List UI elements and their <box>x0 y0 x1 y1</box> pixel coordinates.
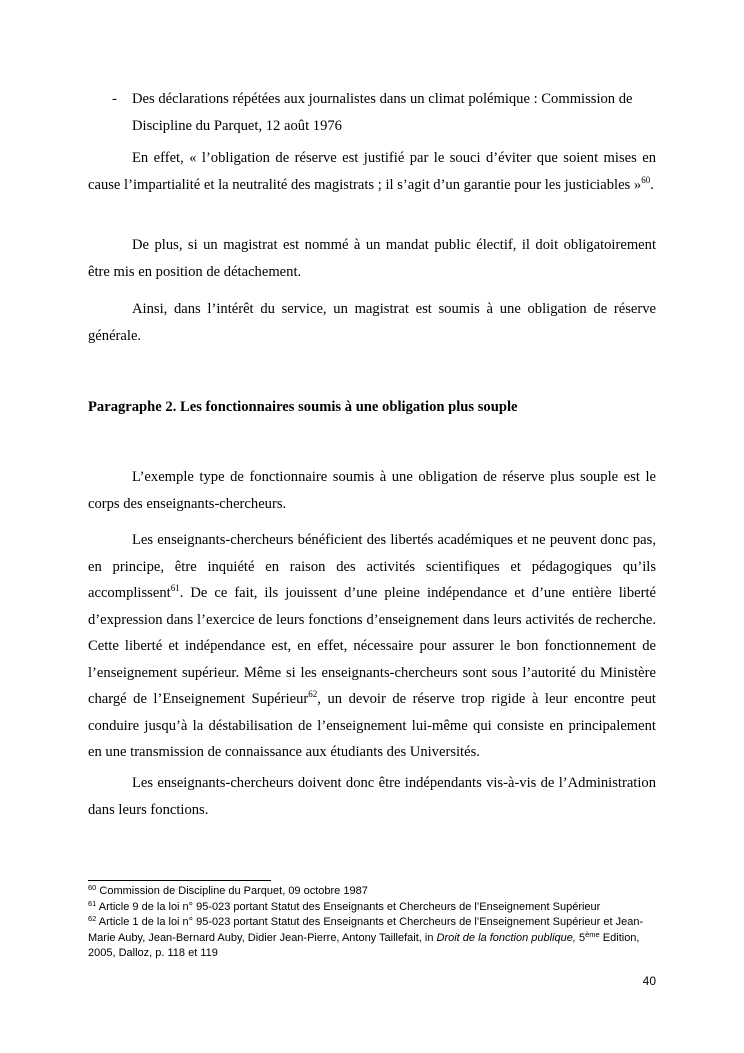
page-number: 40 <box>642 974 656 988</box>
paragraph-1-text: En effet, « l’obligation de réserve est justifié par le souci d’éviter que soient mises en cause l’impartialité et la neutralité des magistrats ; il s’agit d’un garantie pour les justiciables » <box>88 150 656 193</box>
paragraph-5 <box>88 527 656 766</box>
paragraph-2-text: De plus, si un magistrat est nommé à un mandat public électif, il doit obligatoirement être mis en position de détachement. <box>88 237 656 280</box>
paragraph-3 <box>88 296 656 349</box>
section-heading: Paragraphe 2. Les fonctionnaires soumis à une obligation plus souple <box>88 399 518 415</box>
footnote-ref-62: 62 <box>308 689 318 699</box>
footnote-60: $^{60}$ Commission de Discipline du Parquet, 09 octobre 1987 <box>88 883 368 897</box>
footnote-62: $^{62}$ Article 1 de la loi n° 95-023 portant Statut des Enseignants et Chercheurs de l’Enseignement Supérieur et Jean-Marie Auby, Jean-Bernard Auby, Didier Jean-Pierre, Antony Taillefait, in Droit de la fonction publique, 5ème Edition, 2005, Dalloz, p. 118 et 119 <box>88 914 644 960</box>
paragraph-5-part-1: Les enseignants-chercheurs bénéficient des libertés académiques et ne peuvent donc pas, en principe, être inquiété en raison des activités scientifiques et pédagogiques qu’ils accomplissent <box>88 532 656 601</box>
paragraph-4 <box>88 464 656 517</box>
paragraph-5-part-2: . De ce fait, ils jouissent d’une pleine indépendance et d’une entière liberté d’expression dans l’exercice de leurs fonctions d’enseignement dans leurs activités de recherche. Cette liberté et indépendance est, en effet, nécessaire pour assurer le bon fonctionnement de l’enseignement supérieur. Même si les enseignants-chercheurs sont sous l’autorité du Ministère chargé de l’Enseignement Supérieur <box>88 585 656 707</box>
footnotes <box>88 884 656 962</box>
footnote-62-book-title: Droit de la fonction publique, <box>436 931 576 944</box>
footnote-ref-60: 60 <box>641 174 651 185</box>
bullet-dash: - <box>112 91 117 107</box>
bullet-item <box>88 86 656 139</box>
footnote-61: $^{61}$ Article 9 de la loi n° 95-023 portant Statut des Enseignants et Chercheurs de l’Enseignement Supérieur <box>88 898 601 913</box>
footnote-ref-61: 61 <box>170 583 180 593</box>
paragraph-6 <box>88 770 656 823</box>
paragraph-5-part-3: , un devoir de réserve trop rigide à leur encontre peut conduire jusqu’à la déstabilisation de l’enseignement lui-même qui consiste en principalement en une transmission de connaissance aux étudiants des Universités. <box>88 691 656 760</box>
footnote-separator <box>88 880 271 881</box>
paragraph-4-text: L’exemple type de fonctionnaire soumis à une obligation de réserve plus souple est le corps des enseignants-chercheurs. <box>88 469 656 512</box>
paragraph-3-text: Ainsi, dans l’intérêt du service, un magistrat est soumis à une obligation de réserve générale. <box>88 301 656 344</box>
paragraph-2 <box>88 232 656 285</box>
paragraph-1: En effet, « l’obligation de réserve est justifié par le souci d’éviter que soient mises en cause l’impartialité et la neutralité des magistrats ; il s’agit d’un garantie pour les justiciables »$^{60}$. <box>88 150 656 193</box>
bullet-text: Des déclarations répétées aux journalistes dans un climat polémique : Commission de Discipline du Parquet, 12 août 1976 <box>132 91 633 134</box>
paragraph-6-text: Les enseignants-chercheurs doivent donc être indépendants vis-à-vis de l’Administration dans leurs fonctions. <box>88 775 656 818</box>
